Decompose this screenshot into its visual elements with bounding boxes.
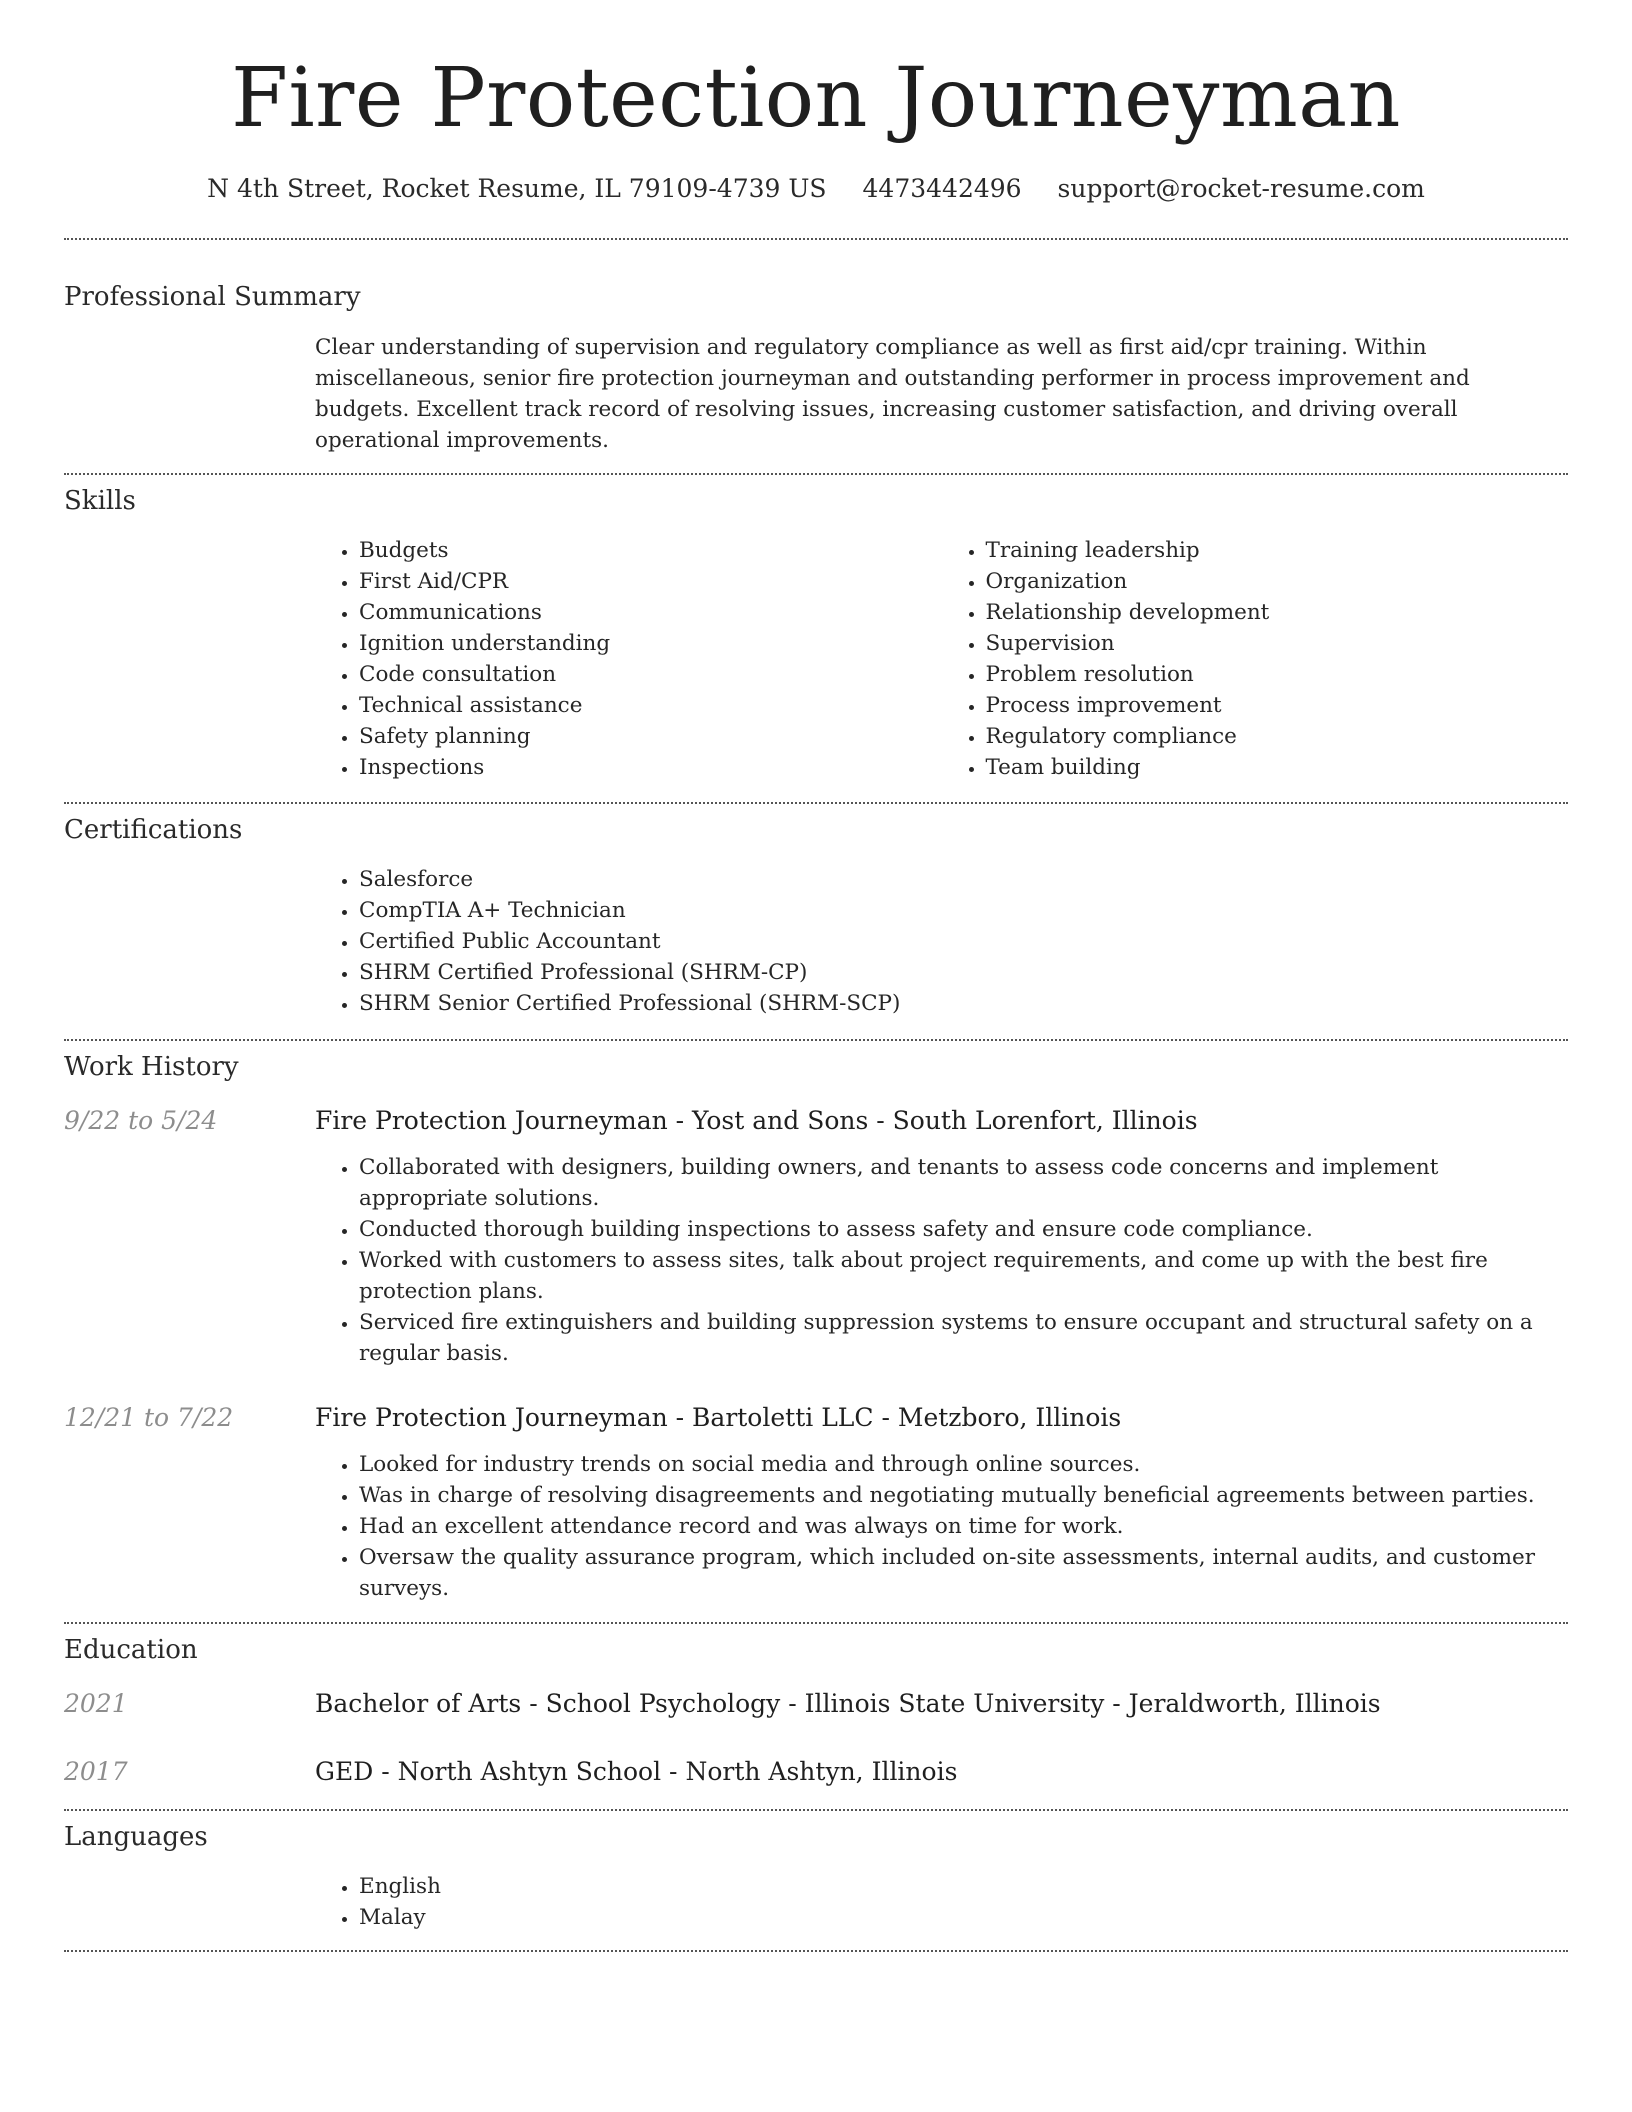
languages-section bbox=[64, 1811, 1568, 1933]
education-year: 2017 bbox=[64, 1757, 128, 1786]
section-title: Skills bbox=[64, 486, 136, 516]
skill-item: • Regulatory compliance bbox=[986, 721, 1569, 752]
job-dates: 12/21 to 7/22 bbox=[64, 1403, 234, 1432]
job-bullet: • Was in charge of resolving disagreements and negotiating mutually beneficial agreements between parties. bbox=[359, 1480, 1568, 1511]
skill-item: • Safety planning bbox=[359, 721, 942, 752]
skill-item: • Problem resolution bbox=[986, 659, 1569, 690]
job-bullet: • Had an excellent attendance record and was always on time for work. bbox=[359, 1511, 1568, 1542]
education-entry bbox=[64, 1687, 1568, 1721]
work-history-section bbox=[64, 1041, 1568, 1604]
certification-item: • SHRM Senior Certified Professional (SHRM-SCP) bbox=[359, 988, 1568, 1019]
job-bullet: • Collaborated with designers, building owners, and tenants to assess code concerns and implement appropriate solutions. bbox=[359, 1152, 1568, 1214]
education-section bbox=[64, 1624, 1568, 1789]
skill-item: • Relationship development bbox=[986, 597, 1569, 628]
section-title: Education bbox=[64, 1635, 198, 1665]
job-dates: 9/22 to 5/24 bbox=[64, 1106, 218, 1135]
skill-item: • Supervision bbox=[986, 628, 1569, 659]
education-heading: GED - North Ashtyn School - North Ashtyn, Illinois bbox=[315, 1757, 958, 1786]
job-heading: Fire Protection Journeyman - Yost and Sons - South Lorenfort, Illinois bbox=[315, 1106, 1198, 1135]
job-entry bbox=[64, 1104, 1568, 1138]
education-heading: Bachelor of Arts - School Psychology - Illinois State University - Jeraldworth, Illinois bbox=[315, 1689, 1381, 1718]
certifications-list bbox=[315, 864, 1568, 1019]
certification-item: • SHRM Certified Professional (SHRM-CP) bbox=[359, 957, 1568, 988]
contact-line bbox=[64, 174, 1568, 203]
summary-text: Clear understanding of supervision and regulatory compliance as well as first aid/cpr training. Within miscellaneous, senior fire protection journeyman and outstanding performer in process improvement and budgets. Excellent track record of resolving issues, increasing customer satisfaction, and driving overall operational improvements. bbox=[315, 335, 1470, 453]
address-text: N 4th Street, Rocket Resume, IL 79109-4739 US bbox=[207, 174, 827, 203]
section-title: Languages bbox=[64, 1822, 208, 1852]
skills-list-right bbox=[942, 535, 1569, 783]
education-year: 2021 bbox=[64, 1689, 128, 1718]
skill-item: • Communications bbox=[359, 597, 942, 628]
job-bullets bbox=[315, 1449, 1568, 1604]
certification-item: • Salesforce bbox=[359, 864, 1568, 895]
skill-item: • Process improvement bbox=[986, 690, 1569, 721]
skill-item: • Training leadership bbox=[986, 535, 1569, 566]
job-bullet: • Conducted thorough building inspections to assess safety and ensure code compliance. bbox=[359, 1214, 1568, 1245]
education-entry bbox=[64, 1755, 1568, 1789]
job-bullet: • Worked with customers to assess sites, talk about project requirements, and come up with the best fire protection plans. bbox=[359, 1245, 1568, 1307]
skill-item: • Organization bbox=[986, 566, 1569, 597]
job-bullet: • Looked for industry trends on social media and through online sources. bbox=[359, 1449, 1568, 1480]
certifications-section bbox=[64, 804, 1568, 1019]
summary-section bbox=[64, 240, 1568, 456]
section-title: Work History bbox=[64, 1052, 239, 1082]
skill-item: • Ignition understanding bbox=[359, 628, 942, 659]
certification-item: • CompTIA A+ Technician bbox=[359, 895, 1568, 926]
section-title: Certifications bbox=[64, 815, 243, 845]
job-entry bbox=[64, 1401, 1568, 1435]
skill-item: • Inspections bbox=[359, 752, 942, 783]
language-item: • English bbox=[359, 1871, 1568, 1902]
skills-list-left bbox=[315, 535, 942, 783]
languages-list bbox=[315, 1871, 1568, 1933]
divider bbox=[64, 1950, 1568, 1952]
skill-item: • Technical assistance bbox=[359, 690, 942, 721]
job-heading: Fire Protection Journeyman - Bartoletti LLC - Metzboro, Illinois bbox=[315, 1403, 1122, 1432]
skill-item: • First Aid/CPR bbox=[359, 566, 942, 597]
phone-text: 4473442496 bbox=[862, 174, 1022, 203]
skill-item: • Code consultation bbox=[359, 659, 942, 690]
language-item: • Malay bbox=[359, 1902, 1568, 1933]
skill-item: • Budgets bbox=[359, 535, 942, 566]
candidate-name: Fire Protection Journeyman bbox=[231, 51, 1401, 146]
certification-item: • Certified Public Accountant bbox=[359, 926, 1568, 957]
section-title: Professional Summary bbox=[64, 282, 361, 312]
skill-item: • Team building bbox=[986, 752, 1569, 783]
job-bullet: • Serviced fire extinguishers and building suppression systems to ensure occupant and structural safety on a regular basis. bbox=[359, 1307, 1568, 1369]
email-text: support@rocket-resume.com bbox=[1057, 174, 1425, 203]
job-bullets bbox=[315, 1152, 1568, 1369]
job-bullet: • Oversaw the quality assurance program, which included on-site assessments, internal audits, and customer surveys. bbox=[359, 1542, 1568, 1604]
skills-section bbox=[64, 475, 1568, 783]
